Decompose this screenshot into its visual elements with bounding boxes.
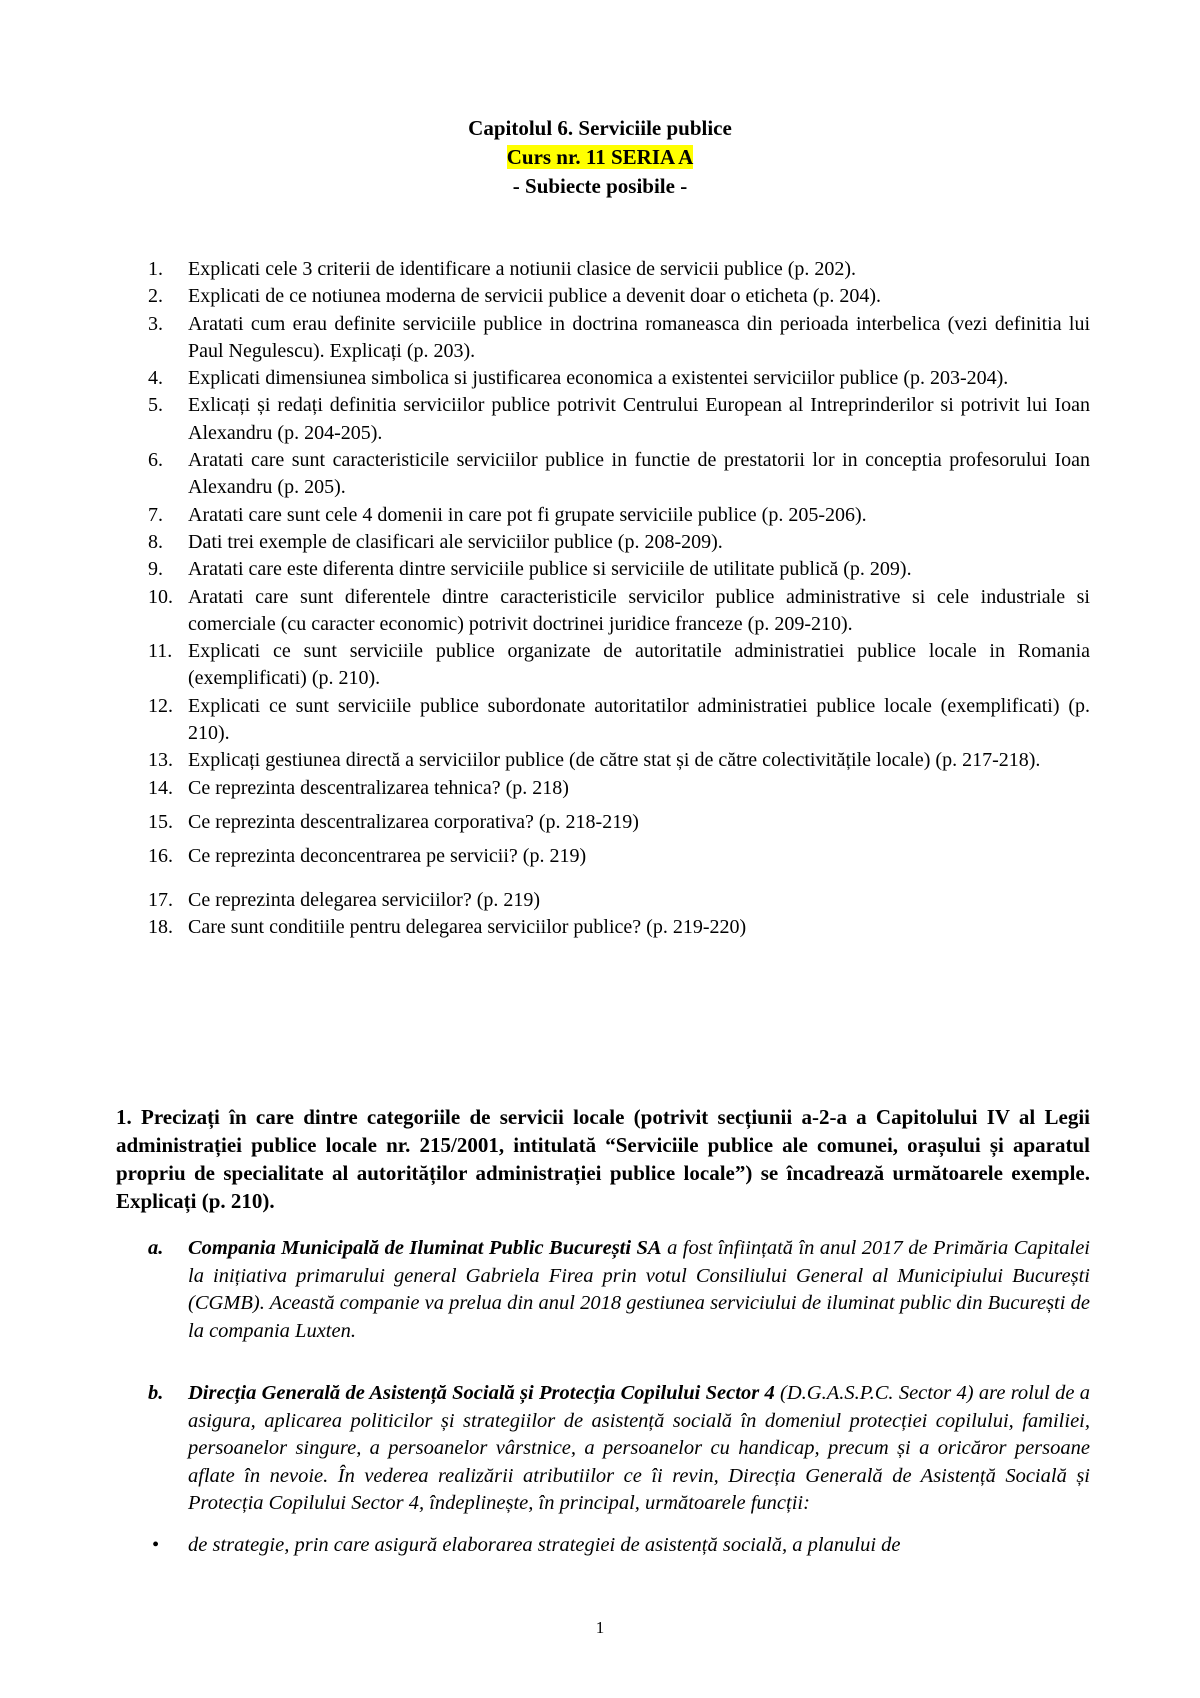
item-subject: Direcția Generală de Asistență Socială și Protecția Copilului Sector 4	[188, 1382, 775, 1404]
question-number: 12.	[148, 694, 173, 717]
course-title	[0, 145, 1200, 170]
question-number: 14.	[148, 776, 173, 799]
question-number: 15.	[148, 810, 173, 833]
question-item	[148, 256, 1090, 283]
question-number: 18.	[148, 915, 173, 938]
question-number: 17.	[148, 888, 173, 911]
question-item	[148, 365, 1090, 392]
question-text: Aratati cum erau definite serviciile publice in doctrina romaneasca din perioada interbelica (vezi definitia lui Paul Negulescu). Explicați (p. 203).	[188, 312, 1090, 362]
question-text: Ce reprezinta deconcentrarea pe servicii? (p. 219)	[188, 845, 587, 868]
question-number: 16.	[148, 845, 173, 868]
question-text: Explicati ce sunt serviciile publice subordonate autoritatilor administratiei publice locale (exemplificati) (p. 210).	[188, 694, 1090, 745]
question-text: Explicati de ce notiunea moderna de servicii publice a devenit doar o eticheta (p. 204).	[188, 285, 882, 308]
question-text: Ce reprezinta descentralizarea corporativa? (p. 218-219)	[188, 810, 639, 833]
course-highlight: Curs nr. 11 SERIA A	[506, 145, 694, 169]
question-text: Aratati care este diferenta dintre serviciile publice si serviciile de utilitate publică (p. 209).	[188, 558, 912, 581]
question-number: 5.	[148, 394, 163, 417]
question-text: Exlicați și redați definitia serviciilor publice potrivit Centrului European al Intreprinderilor si potrivit lui Ioan Alexandru (p. 204-205).	[188, 394, 1090, 444]
question-number: 9.	[148, 558, 163, 581]
question-number: 10.	[148, 585, 173, 608]
question-item	[148, 283, 1090, 310]
question-number: 7.	[148, 503, 163, 526]
question-number: 4.	[148, 367, 163, 390]
bullet-icon: •	[152, 1534, 160, 1556]
question-text: Aratati care sunt caracteristicile serviciilor publice in functie de prestatorii lor in conceptia profesorului Ioan Alexandru (p. 205).	[188, 449, 1090, 499]
question-text: Aratati care sunt cele 4 domenii in care pot fi grupate serviciile publice (p. 205-206).	[188, 503, 867, 526]
example-item-a	[148, 1235, 1090, 1345]
item-text: a fost înființată în anul 2017 de Primăria Capitalei la inițiativa primarului general Gabriela Firea prin votul Consiliului General al Municipiului București (CGMB). Această companie va prelua din anul 2018 gestiunea serviciului de iluminat public din București de la compania Luxten.	[188, 1237, 1090, 1342]
bullet-text: de strategie, prin care asigură elaborarea strategiei de asistență socială, a planului de	[188, 1534, 901, 1556]
question-item	[148, 502, 1090, 529]
question-text: Explicati dimensiunea simbolica si justificarea economica a existentei serviciilor publice (p. 203-204).	[188, 367, 1009, 390]
question-text: Ce reprezinta descentralizarea tehnica? (p. 218)	[188, 776, 569, 799]
question-item	[148, 311, 1090, 366]
question-item	[148, 392, 1090, 447]
chapter-title: Capitolul 6. Serviciile publice	[468, 116, 732, 140]
question-text: Explicați gestiunea directă a serviciilor publice (de către stat și de către colectivitățile locale) (p. 217-218).	[188, 749, 1041, 772]
question-number: 13.	[148, 749, 173, 772]
question-number: 11.	[148, 640, 173, 663]
question-item	[148, 887, 1090, 914]
example-item-b	[148, 1380, 1090, 1518]
questions-list	[148, 256, 1090, 941]
item-letter: b.	[148, 1382, 164, 1404]
item-letter: a.	[148, 1237, 164, 1259]
question-text: Dati trei exemple de clasificari ale serviciilor publice (p. 208-209).	[188, 530, 723, 553]
question-number: 6.	[148, 449, 163, 472]
question-item	[148, 529, 1090, 556]
item-text: (D.G.A.S.P.C. Sector 4) are rolul de a asigura, aplicarea politicilor și strategiilor de asistență socială în domeniul protecției copilului, familiei, persoanelor singure, a persoanelor vârstnice, a persoanelor cu handicap, precum și a oricăror persoane aflate în nevoie. În vederea realizării atributiilor ce îi revin, Direcția Generală de Asistență Socială și Protecția Copilului Sector 4, îndeplinește, în principal, următoarele funcții:	[188, 1382, 1091, 1514]
question-item	[148, 809, 1090, 836]
question-number: 8.	[148, 530, 163, 553]
question-number: 1.	[148, 258, 163, 280]
question-item	[148, 693, 1090, 748]
question-item	[148, 584, 1090, 639]
question-item	[148, 638, 1090, 693]
question-text: Aratati care sunt diferentele dintre caracteristicile servicilor publice administrative si cele industriale si comerciale (cu caracter economic) potrivit doctrinei juridice franceze (p. 209-210).	[188, 585, 1090, 635]
question-text: Care sunt conditiile pentru delegarea serviciilor publice? (p. 219-220)	[188, 915, 747, 938]
question-text: Ce reprezinta delegarea serviciilor? (p. 219)	[188, 888, 541, 911]
section-title: 1. Precizați în care dintre categoriile de servicii locale (potrivit secțiunii a-2-a a Capitolului IV al Legii administrației publice locale nr. 215/2001, intitulată “Serviciile publice ale comunei, orașului și aparatul propriu de specialitate al autorităților administrației publice locale”) se încadrează următoarele exemple. Explicați (p. 210).	[116, 1105, 1090, 1213]
question-item	[148, 775, 1090, 802]
question-number: 2.	[148, 285, 163, 308]
bullet-item	[148, 1532, 1090, 1560]
page-number: 1	[595, 1618, 605, 1637]
item-subject: Compania Municipală de Iluminat Public București SA	[188, 1237, 662, 1259]
question-text: Explicati cele 3 criterii de identificare a notiunii clasice de servicii publice (p. 202).	[188, 258, 857, 280]
question-item	[148, 447, 1090, 502]
question-item	[148, 914, 1090, 941]
question-item	[148, 843, 1090, 870]
question-number: 3.	[148, 312, 163, 335]
question-text: Explicati ce sunt serviciile publice organizate de autoritatile administratiei publice locale in Romania (exemplificati) (p. 210).	[188, 640, 1090, 690]
subtitle: - Subiecte posibile -	[512, 174, 688, 198]
question-item	[148, 556, 1090, 583]
question-item	[148, 747, 1090, 774]
